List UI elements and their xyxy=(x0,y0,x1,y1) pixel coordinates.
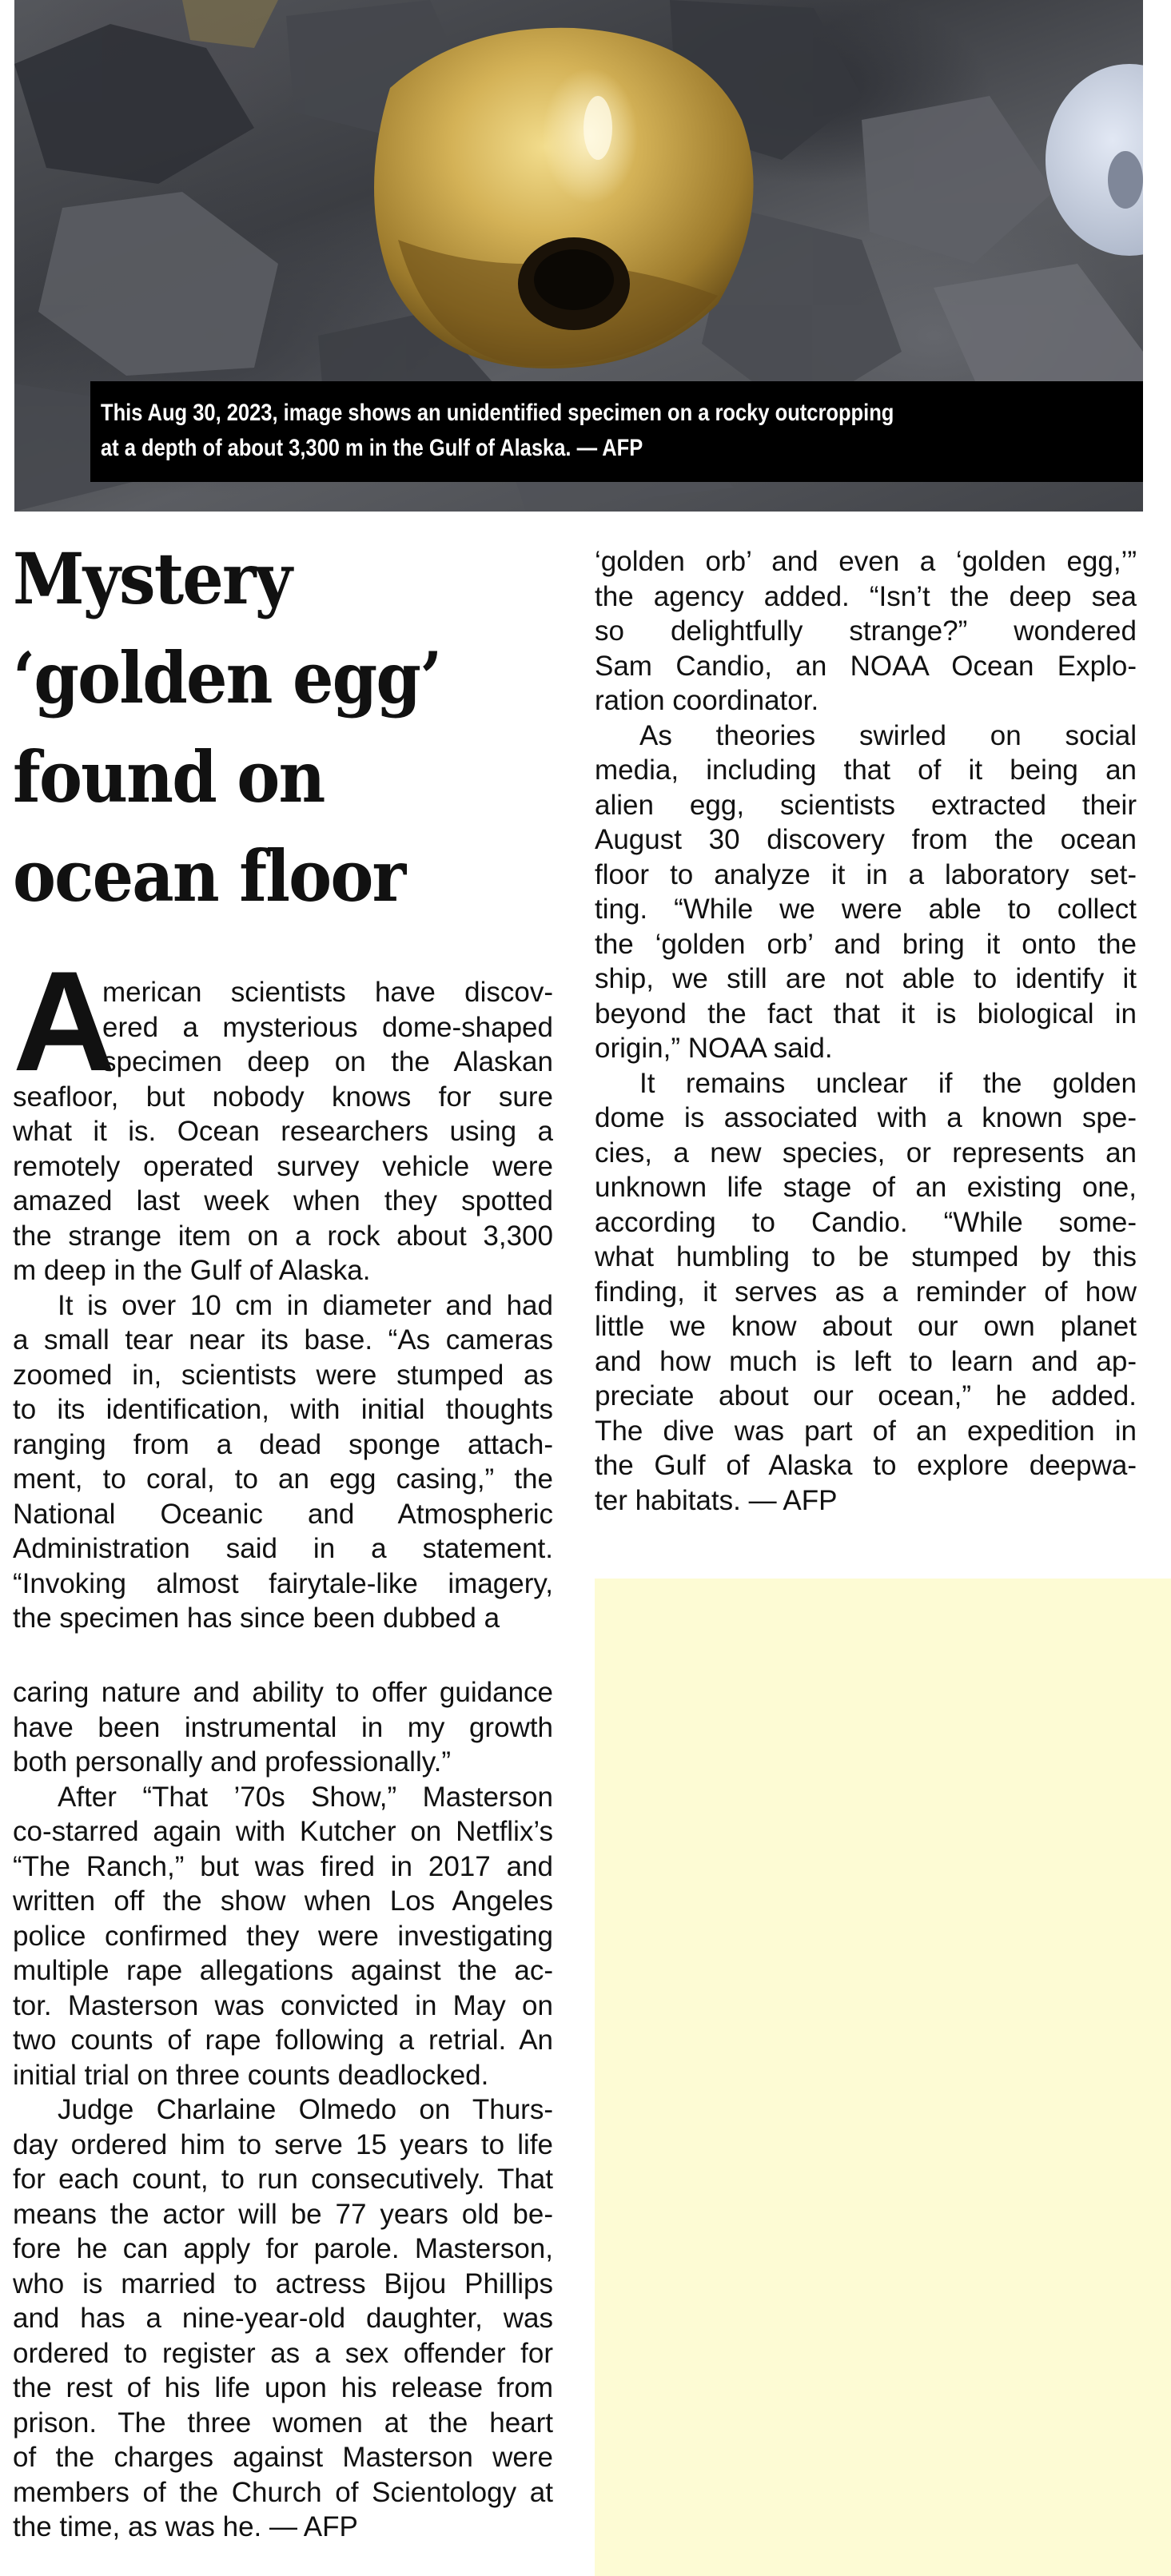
text-line: Administration said in a statement. xyxy=(13,1533,553,1564)
text-line: It remains unclear if the golden xyxy=(639,1067,1137,1099)
text-line: “The Ranch,” but was fired in 2017 and xyxy=(13,1850,553,1882)
text-line: The dive was part of an expedition in xyxy=(595,1415,1137,1447)
text-line: merican scientists have discov- xyxy=(102,977,553,1008)
headline-line: ocean floor xyxy=(13,834,405,918)
text-line: As theories swirled on social xyxy=(639,719,1137,751)
text-line: what it is. Ocean researchers using a xyxy=(13,1116,553,1147)
text-line: amazed last week when they spotted xyxy=(13,1185,553,1216)
text-line: to its identification, with initial thoughts xyxy=(13,1394,553,1425)
text-line: specimen deep on the Alaskan xyxy=(102,1046,553,1077)
headline-line: Mystery xyxy=(13,537,291,620)
text-line: means the actor will be 77 years old be- xyxy=(13,2198,553,2230)
sea-sponge xyxy=(1046,64,1143,256)
caption-line: at a depth of about 3,300 m in the Gulf of Alaska. — AFP xyxy=(101,435,643,461)
text-line: floor to analyze it in a laboratory set- xyxy=(595,858,1137,890)
text-line: and how much is left to learn and ap- xyxy=(595,1345,1137,1377)
text-line: ranging from a dead sponge attach- xyxy=(13,1428,553,1460)
text-line: two counts of rape following a retrial. An xyxy=(13,2025,553,2056)
golden-orb xyxy=(374,28,754,368)
text-line: of the charges against Masterson were xyxy=(13,2442,553,2473)
text-line: prison. The three women at the heart xyxy=(13,2407,553,2439)
text-line: both personally and professionally.” xyxy=(13,1746,452,1778)
headline-line: found on xyxy=(13,735,325,818)
text-line: who is married to actress Bijou Phillips xyxy=(13,2267,553,2299)
text-line: the strange item on a rock about 3,300 xyxy=(13,1220,553,1252)
text-line: It is over 10 cm in diameter and had xyxy=(58,1289,553,1321)
text-line: alien egg, scientists extracted their xyxy=(595,789,1137,821)
text-line: media, including that of it being an xyxy=(595,754,1137,786)
text-line: for each count, to run consecutively. That xyxy=(13,2164,553,2195)
text-line: according to Candio. “While some- xyxy=(595,1206,1137,1238)
text-line: the rest of his life upon his release from xyxy=(13,2372,553,2403)
text-line: the agency added. “Isn’t the deep sea xyxy=(595,580,1137,612)
text-line: “Invoking almost fairytale-like imagery, xyxy=(13,1567,553,1599)
text-line: preciate about our ocean,” he added. xyxy=(595,1380,1137,1411)
text-line: the time, as was he. — AFP xyxy=(13,2511,358,2542)
text-line: beyond the fact that it is biological in xyxy=(595,997,1137,1029)
article-column-1 xyxy=(13,1080,553,1636)
text-line: ered a mysterious dome-shaped xyxy=(102,1011,553,1043)
headline-line: ‘golden egg’ xyxy=(13,636,441,719)
text-line: ting. “While we were able to collect xyxy=(595,894,1137,925)
advertisement-space xyxy=(595,1579,1171,2576)
text-line: co-starred again with Kutcher on Netflix’s xyxy=(13,1816,553,1847)
text-line: remotely operated survey vehicle were xyxy=(13,1150,553,1182)
text-line: what humbling to be stumped by this xyxy=(595,1241,1137,1272)
text-line: cies, a new species, or represents an xyxy=(595,1137,1137,1169)
article-column-2 xyxy=(595,544,1137,1518)
text-line: ship, we still are not able to identify it xyxy=(595,963,1137,994)
text-line: Sam Candio, an NOAA Ocean Explo- xyxy=(595,650,1137,682)
text-line: members of the Church of Scientology at xyxy=(13,2476,553,2508)
text-line: dome is associated with a known spe- xyxy=(595,1102,1137,1133)
article-column-1-intro xyxy=(102,975,553,1080)
drop-cap: A xyxy=(13,942,116,1101)
text-line: multiple rape allegations against the ac- xyxy=(13,1955,553,1986)
text-line: have been instrumental in my growth xyxy=(13,1711,553,1743)
text-line: m deep in the Gulf of Alaska. xyxy=(13,1255,371,1286)
text-line: ordered to register as a sex offender for xyxy=(13,2337,553,2369)
text-line: the ‘golden orb’ and bring it onto the xyxy=(595,928,1137,960)
text-line: August 30 discovery from the ocean xyxy=(595,824,1137,855)
text-line: day ordered him to serve 15 years to life xyxy=(13,2128,553,2160)
text-line: ‘golden orb’ and even a ‘golden egg,’” xyxy=(595,546,1137,577)
text-line: zoomed in, scientists were stumped as xyxy=(13,1359,553,1391)
text-line: origin,” NOAA said. xyxy=(595,1033,833,1064)
text-line: the Gulf of Alaska to explore deepwa- xyxy=(595,1450,1137,1481)
photo-caption xyxy=(90,381,1143,482)
text-line: finding, it serves as a reminder of how xyxy=(595,1276,1137,1308)
text-line: Judge Charlaine Olmedo on Thurs- xyxy=(58,2094,553,2125)
text-line: tor. Masterson was convicted in May on xyxy=(13,1989,553,2021)
text-line: little we know about our own planet xyxy=(595,1311,1137,1342)
continued-story-column xyxy=(13,1675,553,2545)
text-line: caring nature and ability to offer guidance xyxy=(13,1677,553,1708)
article-headline xyxy=(13,529,556,926)
text-line: seafloor, but nobody knows for sure xyxy=(13,1081,553,1113)
text-line: police confirmed they were investigating xyxy=(13,1920,553,1952)
text-line: ment, to coral, to an egg casing,” the xyxy=(13,1463,553,1495)
text-line: a small tear near its base. “As cameras xyxy=(13,1324,553,1356)
text-line: ter habitats. — AFP xyxy=(595,1484,838,1516)
text-line: so delightfully strange?” wondered xyxy=(595,615,1137,647)
article-photo xyxy=(14,0,1143,512)
text-line: fore he can apply for parole. Masterson, xyxy=(13,2233,553,2264)
text-line: and has a nine-year-old daughter, was xyxy=(13,2303,553,2334)
text-line: the specimen has since been dubbed a xyxy=(13,1603,500,1634)
caption-line: This Aug 30, 2023, image shows an unidentified specimen on a rocky outcropping xyxy=(101,400,894,426)
text-line: initial trial on three counts deadlocked. xyxy=(13,2059,489,2091)
text-line: National Oceanic and Atmospheric xyxy=(13,1498,553,1530)
text-line: written off the show when Los Angeles xyxy=(13,1885,553,1917)
text-line: ration coordinator. xyxy=(595,685,819,716)
text-line: After “That ’70s Show,” Masterson xyxy=(58,1781,553,1813)
text-line: unknown life stage of an existing one, xyxy=(595,1172,1137,1203)
